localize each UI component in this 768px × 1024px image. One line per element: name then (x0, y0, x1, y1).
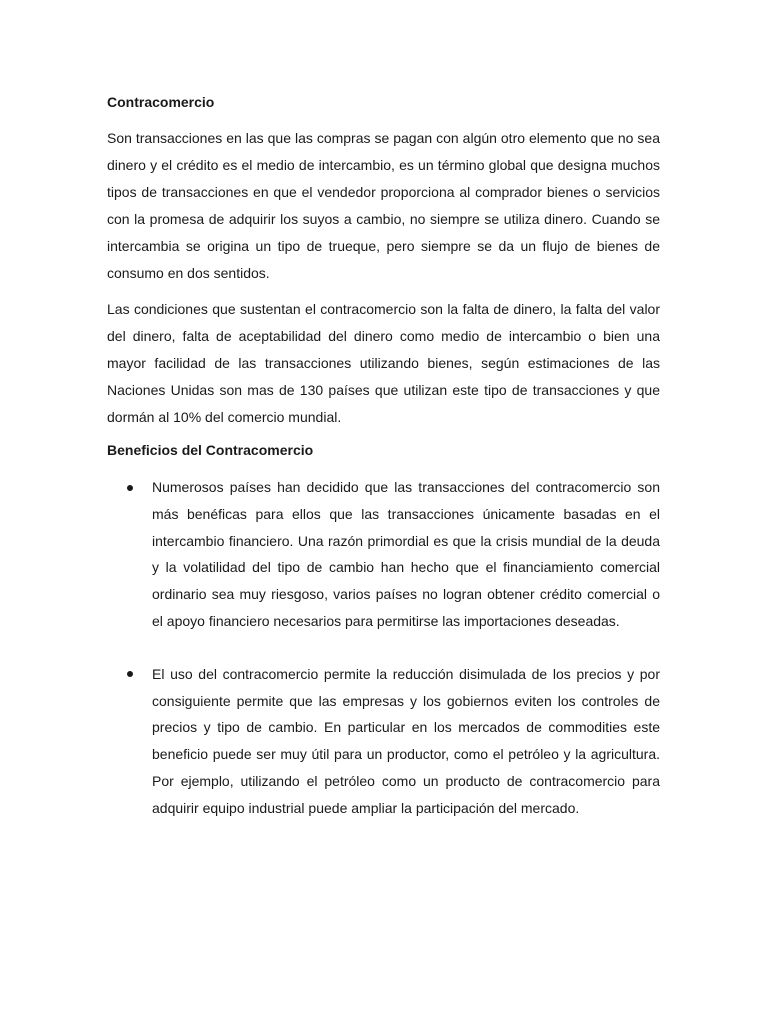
benefit-text: El uso del contracomercio permite la reducción disimulada de los precios y por consiguiente permite que las empresas y los gobiernos eviten los controles de precios y tipo de cambio. En particular en los mercados de commodities este beneficio puede ser muy útil para un productor, como el petróleo y la agricultura. Por ejemplo, utilizando el petróleo como un producto de contracomercio para adquirir equipo industrial puede ampliar la participación del mercado. (152, 665, 660, 816)
bullet-icon (127, 671, 133, 677)
list-item (107, 661, 660, 822)
benefits-heading: Beneficios del Contracomercio (107, 442, 314, 458)
paragraph-definition: Son transacciones en las que las compras se pagan con algún otro elemento que no sea dinero y el crédito es el medio de intercambio, es un término global que designa muchos tipos de transacciones en que el vendedor proporciona al comprador bienes o servicios con la promesa de adquirir los suyos a cambio, no siempre se utiliza dinero. Cuando se intercambia se origina un tipo de trueque, pero siempre se da un flujo de bienes de consumo en dos sentidos. (107, 130, 660, 281)
paragraph-conditions: Las condiciones que sustentan el contracomercio son la falta de dinero, la falta del valor del dinero, falta de aceptabilidad del dinero como medio de intercambio o bien una mayor facilidad de las transacciones utilizando bienes, según estimaciones de las Naciones Unidas son mas de 130 países que utilizan este tipo de transacciones y que dormán al 10% del comercio mundial. (107, 301, 660, 425)
benefits-list (107, 474, 660, 822)
list-item (107, 474, 660, 635)
bullet-icon (127, 485, 133, 491)
document-title: Contracomercio (107, 94, 215, 110)
benefit-text: Numerosos países han decidido que las transacciones del contracomercio son más benéficas para ellos que las transacciones únicamente basadas en el intercambio financiero. Una razón primordial es que la crisis mundial de la deuda y la volatilidad del tipo de cambio han hecho que el financiamiento comercial ordinario sea muy riesgoso, varios países no logran obtener crédito comercial o el apoyo financiero necesarios para permitirse las importaciones deseadas. (152, 479, 660, 629)
